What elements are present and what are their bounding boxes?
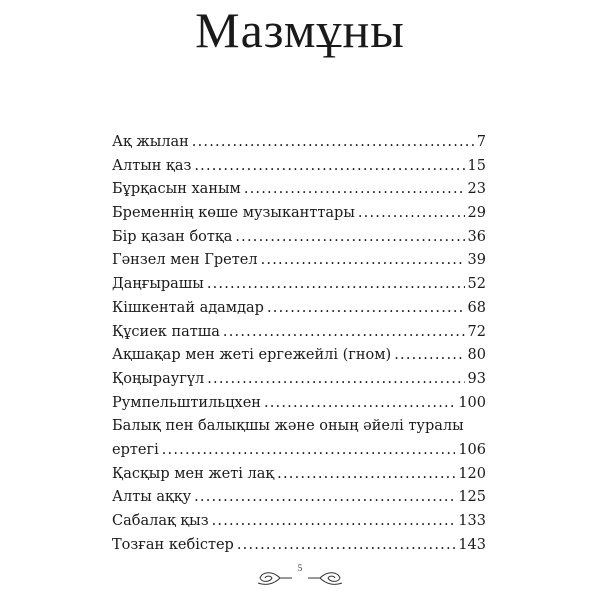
toc-entry-title: Қасқыр мен жеті лақ bbox=[112, 465, 275, 482]
toc-entry bbox=[112, 510, 486, 534]
toc-entry-title: Алты аққу bbox=[112, 489, 192, 506]
dot-leader bbox=[261, 249, 465, 273]
toc-entry bbox=[112, 155, 486, 179]
dot-leader bbox=[394, 344, 464, 368]
toc-entry bbox=[112, 249, 486, 273]
toc-entry-page: 93 bbox=[467, 370, 486, 387]
toc-entry-page: 29 bbox=[467, 205, 486, 222]
toc-entry-title: Бременнің көше музыканттары bbox=[112, 205, 355, 222]
toc-entry-title: Бір қазан ботқа bbox=[112, 228, 233, 245]
toc-entry-title: Кішкентай адамдар bbox=[112, 299, 264, 316]
toc-entry-title: Құсиек патша bbox=[112, 323, 220, 340]
dot-leader bbox=[207, 273, 465, 297]
toc-entry bbox=[112, 297, 486, 321]
toc-entry-page: 125 bbox=[458, 489, 486, 506]
toc-entry bbox=[112, 415, 486, 439]
dot-leader bbox=[267, 297, 465, 321]
toc-entry bbox=[112, 486, 486, 510]
dot-leader bbox=[223, 321, 465, 345]
dot-leader bbox=[194, 155, 464, 179]
toc-entry-title: Сабалақ қыз bbox=[112, 513, 209, 529]
dot-leader bbox=[244, 178, 465, 202]
toc-entry-page: 23 bbox=[467, 181, 486, 198]
toc-entry-page: 39 bbox=[467, 252, 486, 269]
toc-entry-title: Румпельштильцхен bbox=[112, 394, 261, 411]
toc-entry-title: Гәнзел мен Гретел bbox=[112, 252, 258, 269]
toc-entry-page: 100 bbox=[458, 394, 486, 411]
dot-leader bbox=[194, 486, 455, 510]
dot-leader bbox=[212, 510, 456, 534]
toc-entry bbox=[112, 392, 486, 416]
dot-leader bbox=[235, 226, 464, 250]
toc-entry-page: 15 bbox=[467, 157, 486, 174]
toc-entry-page: 36 bbox=[467, 228, 486, 245]
toc-entry-page: 133 bbox=[458, 513, 486, 529]
toc-entry-title: Ақшақар мен жеті ергежейлі (гном) bbox=[112, 347, 392, 364]
toc-entry-title: ертегі bbox=[112, 441, 159, 458]
toc-entry bbox=[112, 463, 486, 487]
toc-entry-title: Қоңыраугүл bbox=[112, 370, 205, 387]
dot-leader bbox=[192, 131, 474, 155]
page-number: 5 bbox=[297, 563, 303, 573]
toc-entry-page: 72 bbox=[467, 323, 486, 340]
toc-entry bbox=[112, 321, 486, 345]
dot-leader bbox=[264, 392, 455, 416]
toc-entry-page: 80 bbox=[467, 347, 486, 364]
toc-entry-title: Алтын қаз bbox=[112, 157, 192, 174]
toc-entry-title: Ақ жылан bbox=[112, 134, 189, 150]
toc-entry bbox=[112, 344, 486, 368]
toc-entry-page: 120 bbox=[458, 465, 486, 482]
toc-entry bbox=[112, 439, 486, 463]
toc-entry-page: 68 bbox=[467, 299, 486, 316]
dot-leader bbox=[237, 534, 455, 558]
dot-leader bbox=[277, 463, 455, 487]
toc-entry-title: Даңғырашы bbox=[112, 276, 204, 293]
toc-entry-page: 7 bbox=[476, 134, 486, 150]
page-title: Мазмұны bbox=[195, 2, 405, 58]
toc-entry bbox=[112, 226, 486, 250]
dot-leader bbox=[358, 202, 465, 226]
toc-entry bbox=[112, 131, 486, 155]
toc-entry bbox=[112, 178, 486, 202]
table-of-contents bbox=[112, 131, 486, 557]
toc-entry-title: Бұрқасын ханым bbox=[112, 181, 241, 198]
toc-entry-page: 106 bbox=[458, 441, 486, 458]
toc-entry bbox=[112, 202, 486, 226]
dot-leader bbox=[207, 368, 464, 392]
toc-entry bbox=[112, 368, 486, 392]
toc-entry-page: 143 bbox=[458, 536, 486, 553]
toc-entry bbox=[112, 534, 486, 558]
toc-entry-page: 52 bbox=[467, 276, 486, 293]
toc-entry bbox=[112, 273, 486, 297]
toc-entry-title: Тозған кебістер bbox=[112, 536, 234, 553]
dot-leader bbox=[162, 439, 456, 463]
toc-entry-title: Балық пен балықшы және оның әйелі туралы bbox=[112, 418, 464, 435]
